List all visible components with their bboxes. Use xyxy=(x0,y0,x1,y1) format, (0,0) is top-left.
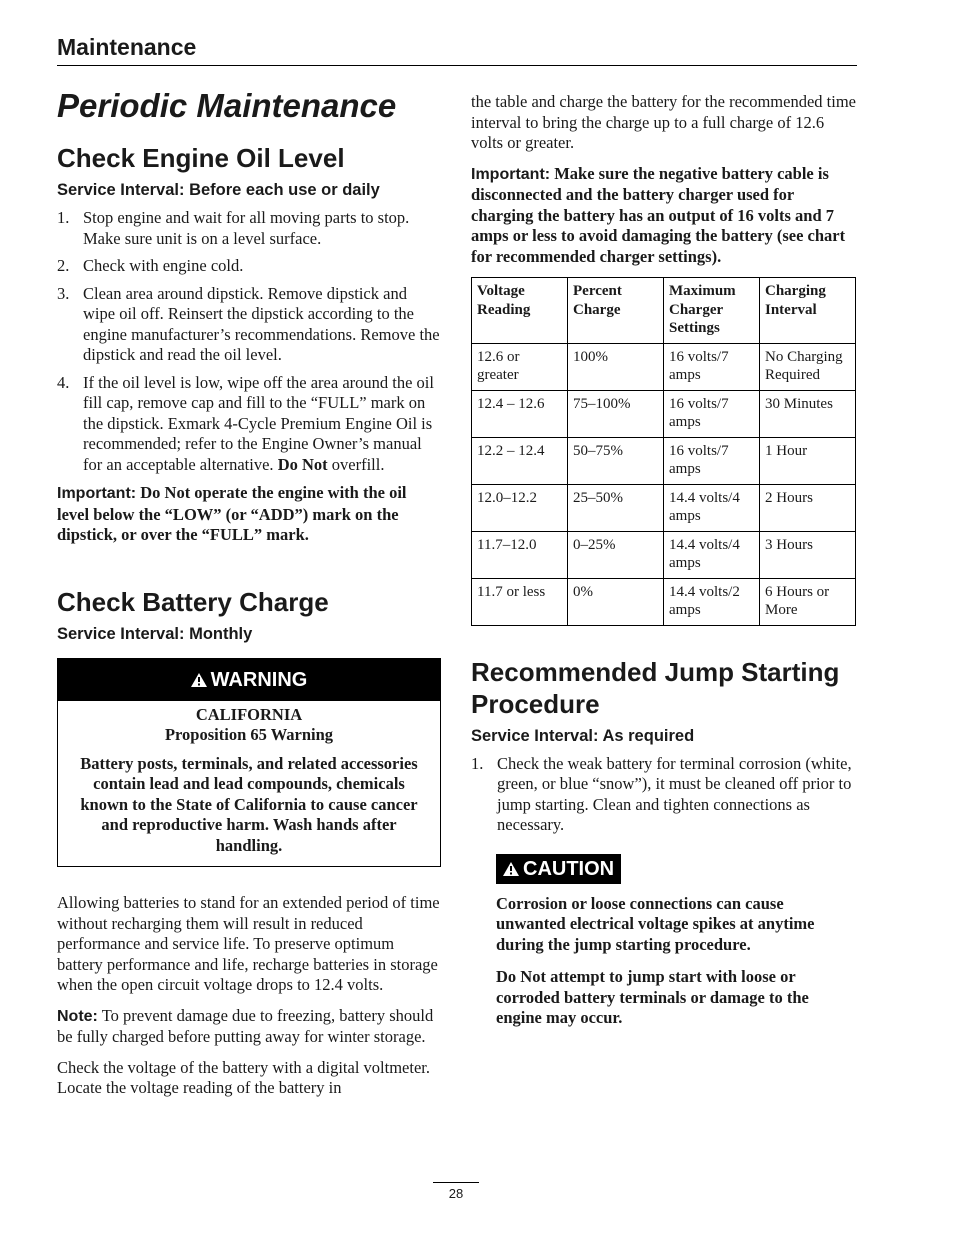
table-row xyxy=(472,390,856,437)
table-cell: 1 Hour xyxy=(760,437,856,484)
table-cell: No Charging Required xyxy=(760,343,856,390)
warning-triangle-icon xyxy=(191,669,211,691)
caution-text xyxy=(496,894,857,1029)
step-number: 1. xyxy=(471,753,484,773)
list-item xyxy=(57,208,441,249)
jump-steps-list xyxy=(471,754,857,836)
battery-paragraph-1: Allowing batteries to stand for an extended period of time without recharging them will result in reduced performance and service life. To preserve optimum battery performance and life, recharge batteries in storage when the open circuit voltage drops to 12.4 volts. xyxy=(57,893,440,994)
page-number: 28 xyxy=(448,1186,464,1201)
table-cell: 12.0–12.2 xyxy=(472,484,568,531)
jump-heading: Recommended Jump Starting Procedure xyxy=(471,656,840,719)
table-cell: 12.2 – 12.4 xyxy=(472,437,568,484)
caution-label: CAUTION xyxy=(523,857,615,880)
important-text: Make sure the negative battery cable is disconnected and the battery charger used for charging the battery has an output of 16 volts and 7 amps or less to avoid damaging the battery (see chart for recommended charger settings). xyxy=(471,163,846,266)
battery-paragraph-2: Check the voltage of the battery with a digital voltmeter. Locate the voltage reading of the battery in xyxy=(57,1057,430,1097)
jump-service-interval: Service Interval: As required xyxy=(471,726,695,745)
important-label: Important: xyxy=(57,485,137,502)
table-cell: 16 volts/7 amps xyxy=(664,343,760,390)
table-cell: 12.4 – 12.6 xyxy=(472,390,568,437)
table-header-row xyxy=(472,278,856,344)
table-cell: 6 Hours or More xyxy=(760,578,856,625)
right-column xyxy=(471,92,857,1041)
table-row xyxy=(472,343,856,390)
note-label: Note: xyxy=(57,1007,98,1025)
table-cell: 3 Hours xyxy=(760,531,856,578)
column-header: Percent Charge xyxy=(568,278,664,344)
table-row xyxy=(472,437,856,484)
step-number: 2. xyxy=(57,256,70,275)
oil-important xyxy=(57,483,441,546)
step-number: 1. xyxy=(57,208,70,227)
oil-service-interval: Service Interval: Before each use or daily xyxy=(57,181,380,199)
step-bold-text: Do Not xyxy=(277,454,328,474)
step-text: Check the weak battery for terminal corrosion (white, green, or blue “snow”), it must be cleaned off prior to jump starting. Clean and tighten connections as necessary. xyxy=(497,753,852,834)
important-text: Do Not operate the engine with the oil level below the “LOW” (or “ADD”) mark on the dipstick, or over the “FULL” mark. xyxy=(57,483,407,544)
battery-important xyxy=(471,164,857,268)
warning-title-prop65: Proposition 65 Warning xyxy=(164,725,334,744)
warning-body xyxy=(58,701,440,867)
table-cell: 0–25% xyxy=(568,531,664,578)
table-cell: 14.4 volts/4 amps xyxy=(664,531,760,578)
step-text: Check with engine cold. xyxy=(83,256,244,275)
list-item xyxy=(57,373,441,476)
table-cell: 12.6 or greater xyxy=(472,343,568,390)
list-item xyxy=(471,754,857,836)
note-text: To prevent damage due to freezing, battery should be fully charged before putting away for winter storage. xyxy=(57,1005,434,1046)
column-header: Charging Interval xyxy=(760,278,856,344)
page-header xyxy=(57,33,857,66)
battery-paragraph-2-continued: the table and charge the battery for the recommended time interval to bring the charge up to a full charge of 12.6 volts or greater. xyxy=(471,92,856,152)
table-cell: 14.4 volts/4 amps xyxy=(664,484,760,531)
caution-triangle-icon xyxy=(503,858,523,880)
charge-table xyxy=(471,277,856,626)
list-item xyxy=(57,256,441,277)
table-row xyxy=(472,578,856,625)
oil-steps-list xyxy=(57,208,441,475)
battery-service-interval: Service Interval: Monthly xyxy=(57,624,253,643)
step-tail-text: overfill. xyxy=(331,454,385,474)
battery-note xyxy=(57,1006,441,1048)
section-header-title: Maintenance xyxy=(57,34,197,60)
prop65-warning-box xyxy=(57,658,441,868)
table-cell: 11.7 or less xyxy=(472,578,568,625)
column-header: Voltage Reading xyxy=(472,278,568,344)
caution-paragraph-2: Do Not attempt to jump start with loose or corroded battery terminals or damage to the engine may occur. xyxy=(496,967,809,1027)
table-row xyxy=(472,484,856,531)
battery-heading: Check Battery Charge xyxy=(57,586,329,617)
oil-heading: Check Engine Oil Level xyxy=(57,143,345,173)
warning-body-text: Battery posts, terminals, and related accessories contain lead and lead compounds, chemicals known to the State of California to cause cancer and reproductive harm. Wash hands after handling. xyxy=(80,753,418,855)
step-text: If the oil level is low, wipe off the area around the oil fill cap, remove cap and fill to the “FULL” mark on the dipstick. Exmark 4-Cycle Premium Engine Oil is recommended; refer to the Engine Owner’s manual for an acceptable alternative. xyxy=(83,372,434,474)
step-text: Clean area around dipstick. Remove dipstick and wipe oil off. Reinsert the dipstick according to the engine manufacturer’s recommendations. Remove the dipstick and read the oil level. xyxy=(83,283,440,364)
list-item xyxy=(57,284,441,366)
warning-header xyxy=(58,659,440,701)
left-column xyxy=(57,84,441,1109)
warning-label: WARNING xyxy=(210,668,308,691)
page-title: Periodic Maintenance xyxy=(57,87,397,124)
table-cell: 100% xyxy=(568,343,664,390)
table-cell: 75–100% xyxy=(568,390,664,437)
table-row xyxy=(472,531,856,578)
table-cell: 16 volts/7 amps xyxy=(664,437,760,484)
table-cell: 2 Hours xyxy=(760,484,856,531)
step-number: 3. xyxy=(57,283,70,303)
table-cell: 16 volts/7 amps xyxy=(664,390,760,437)
column-header: Maximum Charger Settings xyxy=(664,278,760,344)
table-cell: 30 Minutes xyxy=(760,390,856,437)
footer-rule xyxy=(433,1182,479,1183)
caution-paragraph-1: Corrosion or loose connections can cause unwanted electrical voltage spikes at anytime during the jump starting procedure. xyxy=(496,893,815,954)
table-cell: 0% xyxy=(568,578,664,625)
table-cell: 25–50% xyxy=(568,484,664,531)
important-label: Important: xyxy=(471,165,551,183)
table-cell: 50–75% xyxy=(568,437,664,484)
step-number: 4. xyxy=(57,372,70,392)
caution-badge xyxy=(496,854,621,884)
table-cell: 11.7–12.0 xyxy=(472,531,568,578)
step-text: Stop engine and wait for all moving parts to stop. Make sure unit is on a level surface. xyxy=(83,208,410,248)
table-cell: 14.4 volts/2 amps xyxy=(664,578,760,625)
warning-title-california: CALIFORNIA xyxy=(195,704,303,724)
